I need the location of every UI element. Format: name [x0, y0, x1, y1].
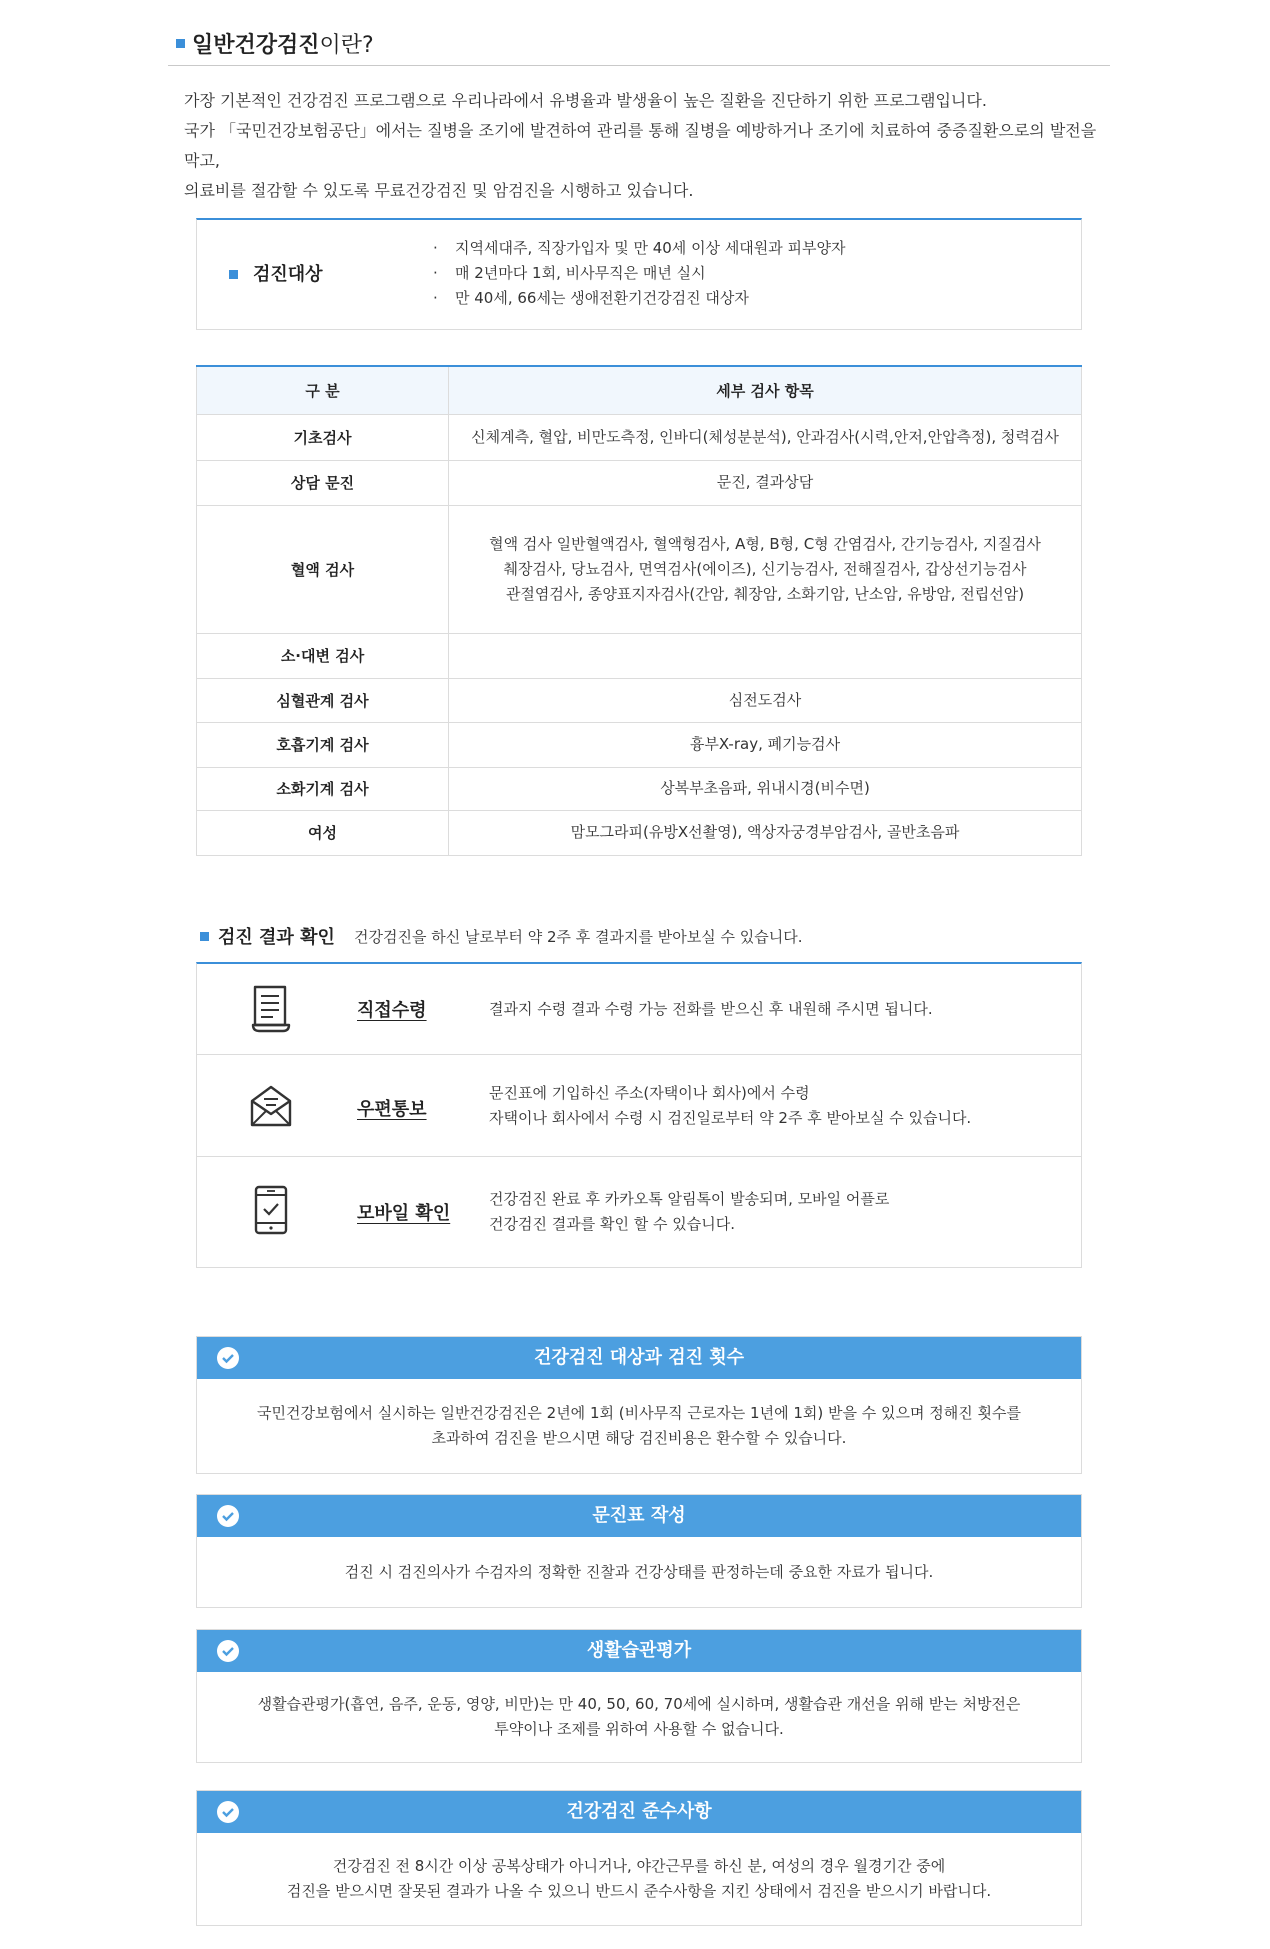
result-method-row: [197, 1055, 1081, 1157]
bullet-square-icon: [229, 270, 238, 279]
table-row: [197, 633, 1082, 678]
row-category: 호흡기계 검사: [197, 722, 449, 767]
table-row: [197, 722, 1082, 767]
table-row: [197, 767, 1082, 810]
target-box: [196, 218, 1082, 330]
row-details: 심전도검사: [449, 678, 1082, 722]
check-circle-icon: [217, 1505, 239, 1527]
bullet-square-icon: [200, 932, 209, 941]
result-method-name: 모바일 확인: [357, 1203, 451, 1224]
row-category: 혈액 검사: [197, 505, 449, 633]
result-method-text: 문진표에 기입하신 주소(자택이나 회사)에서 수령 자택이나 회사에서 수령 시 검진일로부터 약 2주 후 받아보실 수 있습니다.: [489, 1084, 972, 1127]
table-row: [197, 460, 1082, 505]
table-row: [197, 810, 1082, 855]
panel-title: 생활습관평가: [586, 1640, 692, 1661]
panel-body: 건강검진 전 8시간 이상 공복상태가 아니거나, 야간근무를 하신 분, 여성의 경우 월경기간 중에 검진을 받으시면 잘못된 결과가 나올 수 있으니 반드시 준수사항을 지킨 상태에서 검진을 받으시기 바랍니다.: [286, 1857, 992, 1900]
row-details: 맘모그라피(유방X선촬영), 액상자궁경부암검사, 골반초음파: [449, 810, 1082, 855]
target-list: [433, 236, 846, 311]
document-icon: [249, 984, 293, 1034]
target-item: · 매 2년마다 1회, 비사무직은 매년 실시: [433, 261, 846, 286]
info-panel-exam-count: [196, 1336, 1082, 1474]
row-details: 문진, 결과상담: [449, 460, 1082, 505]
row-details: 흉부X-ray, 폐기능검사: [449, 722, 1082, 767]
row-details: 상복부초음파, 위내시경(비수면): [449, 767, 1082, 810]
result-label: 검진 결과 확인: [218, 927, 335, 948]
info-panel-questionnaire: [196, 1494, 1082, 1608]
table-header-row: [197, 366, 1082, 414]
page-title: [168, 24, 1110, 66]
row-details: [449, 633, 1082, 678]
row-category: 기초검사: [197, 414, 449, 460]
exam-table: [196, 365, 1082, 856]
target-item: · 지역세대주, 직장가입자 및 만 40세 이상 세대원과 피부양자: [433, 236, 846, 261]
row-details: 혈액 검사 일반혈액검사, 혈액형검사, A형, B형, C형 간염검사, 간기능검사, 지질검사 췌장검사, 당뇨검사, 면역검사(에이즈), 신기능검사, 전해질검사, 갑상선기능검사 관절염검사, 종양표지자검사(간암, 췌장암, 소화기암, 난소암, 유방암, 전립선암): [449, 505, 1082, 633]
table-header-details: 세부 검사 항목: [449, 366, 1082, 414]
result-method-name: 직접수령: [357, 1000, 427, 1021]
row-category: 여성: [197, 810, 449, 855]
result-method-text: 건강검진 완료 후 카카오톡 알림톡이 발송되며, 모바일 어플로 건강검진 결과를 확인 할 수 있습니다.: [489, 1190, 890, 1233]
row-category: 소화기계 검사: [197, 767, 449, 810]
panel-header: [197, 1791, 1081, 1833]
row-category: 소·대변 검사: [197, 633, 449, 678]
envelope-icon: [249, 1081, 293, 1131]
result-methods-box: [196, 962, 1082, 1268]
target-label: 검진대상: [253, 264, 323, 285]
table-row: [197, 678, 1082, 722]
bullet-square-icon: [176, 39, 185, 48]
intro-line: 국가 「국민건강보험공단」에서는 질병을 조기에 발견하여 관리를 통해 질병을 예방하거나 조기에 치료하여 중증질환으로의 발전을 막고,: [184, 121, 1097, 170]
panel-header: [197, 1495, 1081, 1537]
result-method-name: 우편통보: [357, 1099, 427, 1120]
result-method-row: [197, 964, 1081, 1055]
row-category: 심혈관계 검사: [197, 678, 449, 722]
result-method-row: [197, 1157, 1081, 1268]
result-section-heading: [196, 922, 1082, 966]
check-circle-icon: [217, 1801, 239, 1823]
intro-line: 의료비를 절감할 수 있도록 무료건강검진 및 암검진을 시행하고 있습니다.: [184, 181, 694, 200]
info-panel-guidelines: [196, 1790, 1082, 1926]
panel-body: 국민건강보험에서 실시하는 일반건강검진은 2년에 1회 (비사무직 근로자는 1년에 1회) 받을 수 있으며 정해진 횟수를 초과하여 검진을 받으시면 해당 검진비용은 환수할 수 있습니다.: [257, 1404, 1021, 1447]
intro-line: 가장 기본적인 건강검진 프로그램으로 우리나라에서 유병율과 발생율이 높은 질환을 진단하기 위한 프로그램입니다.: [184, 91, 987, 110]
row-category: 상담 문진: [197, 460, 449, 505]
panel-header: [197, 1630, 1081, 1672]
check-circle-icon: [217, 1347, 239, 1369]
panel-body: 생활습관평가(흡연, 음주, 운동, 영양, 비만)는 만 40, 50, 60, 70세에 실시하며, 생활습관 개선을 위해 받는 처방전은 투약이나 조제를 위하여 사용할 수 없습니다.: [257, 1695, 1021, 1738]
page-title-text: 일반건강검진이란?: [192, 33, 374, 58]
result-method-text: 결과지 수령 결과 수령 가능 전화를 받으신 후 내원해 주시면 됩니다.: [489, 1000, 933, 1018]
info-panel-lifestyle: [196, 1629, 1082, 1763]
panel-title: 건강검진 대상과 검진 횟수: [533, 1347, 745, 1368]
check-circle-icon: [217, 1640, 239, 1662]
table-header-category: 구 분: [197, 366, 449, 414]
target-item: · 만 40세, 66세는 생애전환기건강검진 대상자: [433, 286, 846, 311]
mobile-phone-icon: [249, 1185, 293, 1235]
table-row: [197, 505, 1082, 633]
panel-title: 건강검진 준수사항: [566, 1801, 712, 1822]
panel-header: [197, 1337, 1081, 1379]
table-row: [197, 414, 1082, 460]
panel-body: 검진 시 검진의사가 수검자의 정확한 진찰과 건강상태를 판정하는데 중요한 자료가 됩니다.: [344, 1562, 934, 1581]
result-description: 건강검진을 하신 날로부터 약 2주 후 결과지를 받아보실 수 있습니다.: [354, 928, 803, 946]
intro-text: [184, 86, 1104, 206]
row-details: 신체계측, 혈압, 비만도측정, 인바디(체성분분석), 안과검사(시력,안저,안압측정), 청력검사: [449, 414, 1082, 460]
panel-title: 문진표 작성: [592, 1505, 686, 1526]
